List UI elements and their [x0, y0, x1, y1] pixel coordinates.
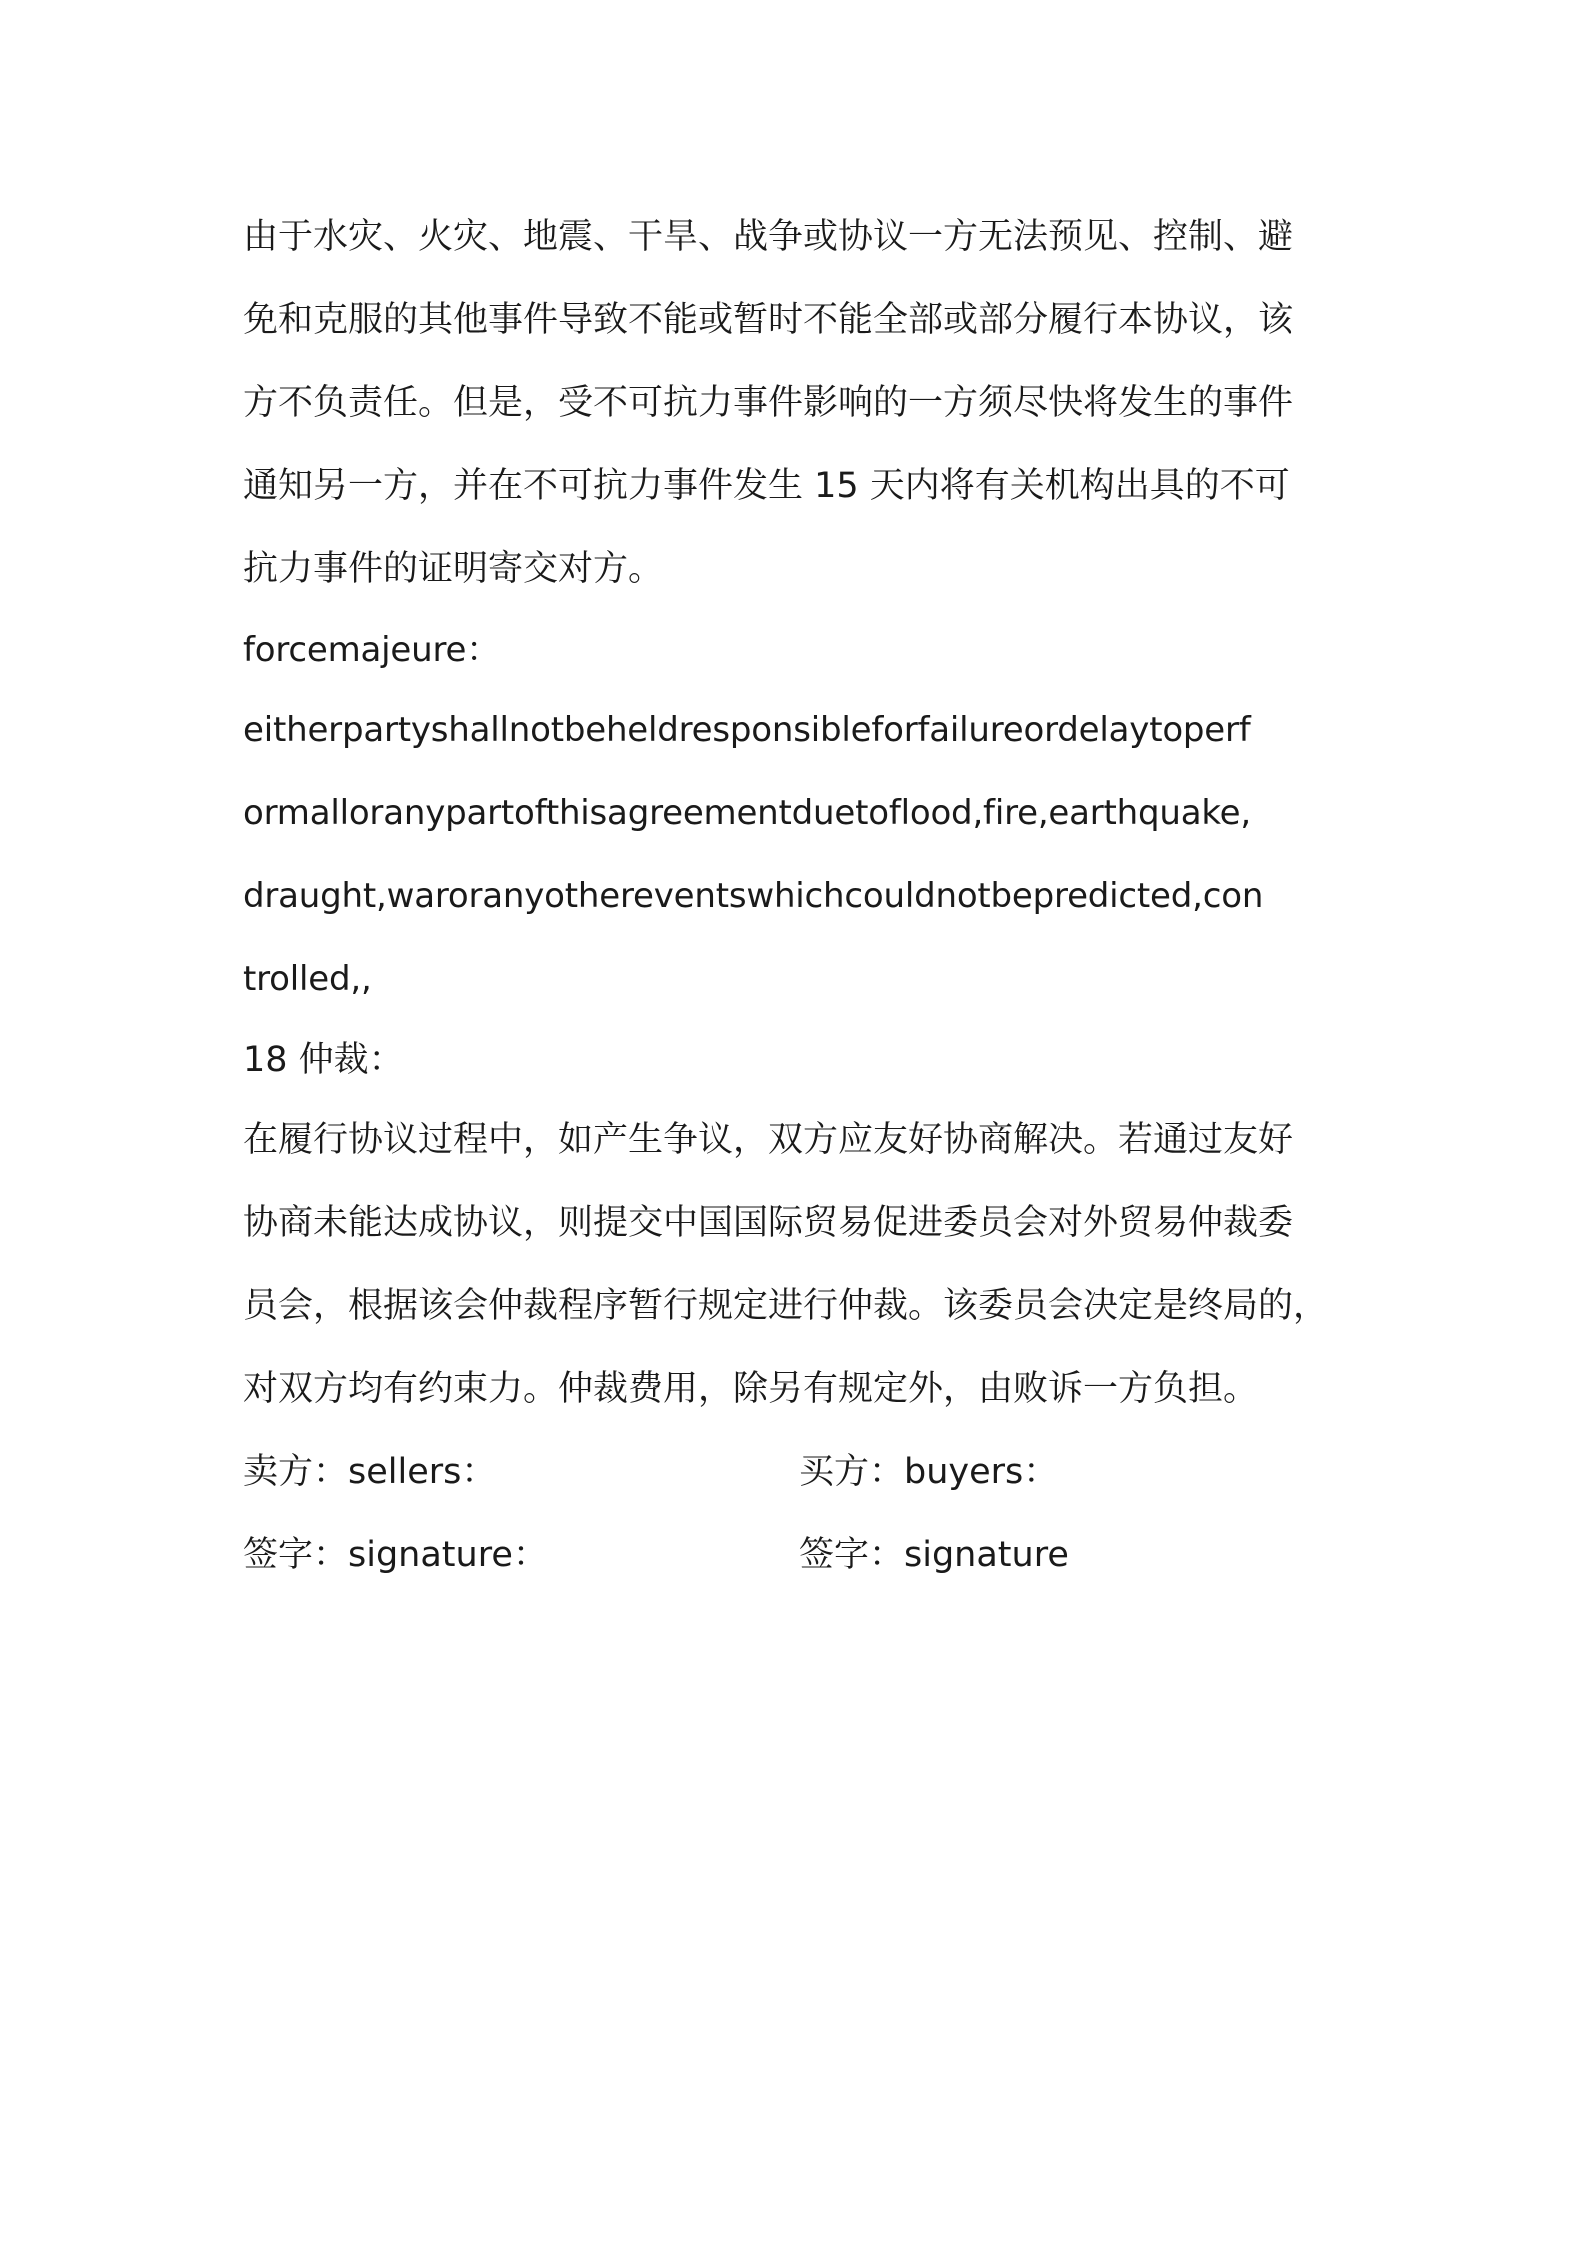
paragraph-line: 在履行协议过程中，如产生争议，双方应友好协商解决。若通过友好 — [243, 1120, 1294, 1160]
paragraph-line: 协商未能达成协议，则提交中国国际贸易促进委员会对外贸易仲裁委 — [243, 1203, 1294, 1243]
paragraph-line: ormalloranypartofthisagreementduetoflood,fire,earthquake, — [243, 793, 1252, 833]
paragraph-line: 由于水灾、火灾、地震、干旱、战争或协议一方无法预见、控制、避 — [243, 217, 1294, 257]
buyer-signature-label: 签字：signature — [799, 1535, 1069, 1575]
seller-signature-label: 签字：signature： — [243, 1535, 548, 1575]
party-labels-row — [243, 1431, 1355, 1514]
arbitration-heading: 18 仲裁： — [243, 1040, 404, 1080]
paragraph-line: draught,waroranyothereventswhichcouldnotbepredicted,con — [243, 876, 1264, 916]
buyer-label: 买方：buyers： — [799, 1452, 1059, 1492]
force-majeure-zh-paragraph — [243, 196, 1355, 611]
paragraph-line: 抗力事件的证明寄交对方。 — [243, 549, 664, 589]
paragraph-line: 通知另一方，并在不可抗力事件发生 15 天内将有关机构出具的不可 — [243, 466, 1290, 506]
paragraph-line: 方不负责任。但是，受不可抗力事件影响的一方须尽快将发生的事件 — [243, 383, 1294, 423]
paragraph-line: trolled,, — [243, 959, 372, 999]
seller-label: 卖方：sellers： — [243, 1452, 497, 1492]
force-majeure-en-paragraph — [243, 689, 1355, 1021]
paragraph-line: 对双方均有约束力。仲裁费用，除另有规定外，由败诉一方负担。 — [243, 1369, 1259, 1409]
force-majeure-en-heading: forcemajeure： — [243, 630, 501, 670]
signature-labels-row — [243, 1514, 1355, 1597]
paragraph-line: 员会，根据该会仲裁程序暂行规定进行仲裁。该委员会决定是终局的， — [243, 1286, 1329, 1326]
paragraph-line: 免和克服的其他事件导致不能或暂时不能全部或部分履行本协议，该 — [243, 300, 1294, 340]
document-body — [243, 196, 1355, 1597]
arbitration-paragraph — [243, 1099, 1355, 1431]
paragraph-line: eitherpartyshallnotbeheldresponsibleforfailureordelaytoperf — [243, 710, 1251, 750]
